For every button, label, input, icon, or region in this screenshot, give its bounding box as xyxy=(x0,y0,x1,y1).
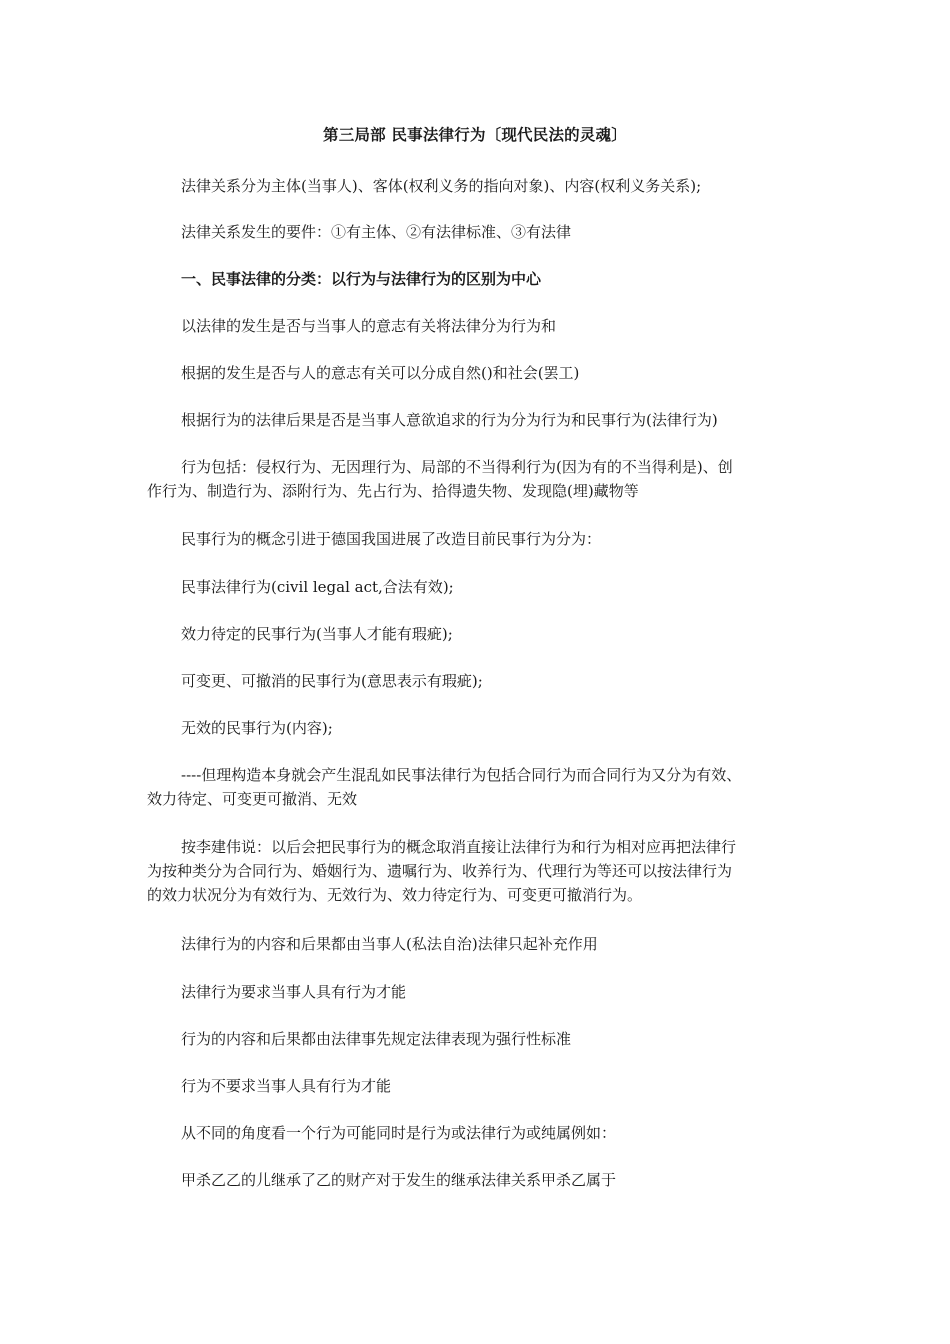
paragraph-line: 根据行为的法律后果是否是当事人意欲追求的行为分为行为和民事行为(法律行为) xyxy=(181,411,718,429)
paragraph-line: 行为包括：侵权行为、无因理行为、局部的不当得利行为(因为有的不当得利是)、创 xyxy=(181,458,733,476)
paragraph-line: 法律关系分为主体(当事人)、客体(权利义务的指向对象)、内容(权利义务关系); xyxy=(181,177,702,195)
paragraph-line: 无效的民事行为(内容); xyxy=(181,719,333,737)
paragraph xyxy=(147,527,815,551)
paragraph-line: 的效力状况分为有效行为、无效行为、效力待定行为、可变更可撤消行为。 xyxy=(147,886,643,904)
paragraph xyxy=(147,314,815,338)
paragraph xyxy=(147,716,815,740)
paragraph xyxy=(147,669,815,693)
paragraph-line: 甲杀乙乙的儿继承了乙的财产对于发生的继承法律关系甲杀乙属于 xyxy=(181,1171,617,1189)
paragraph xyxy=(147,408,815,432)
paragraph-line: 以法律的发生是否与当事人的意志有关将法律分为行为和 xyxy=(181,317,557,335)
paragraph xyxy=(147,1121,815,1145)
paragraph-line: 可变更、可撤消的民事行为(意思表示有瑕疵); xyxy=(181,672,483,690)
paragraph xyxy=(147,455,815,503)
paragraph-line: ----但理构造本身就会产生混乱如民事法律行为包括合同行为而合同行为又分为有效、 xyxy=(181,766,742,784)
paragraph-line: 民事行为的概念引进于德国我国进展了改造目前民事行为分为： xyxy=(181,530,602,548)
paragraph-line: 法律行为的内容和后果都由当事人(私法自治)法律只起补充作用 xyxy=(181,935,598,953)
paragraph xyxy=(147,1074,815,1098)
paragraph xyxy=(147,575,815,599)
paragraph-line: 根据的发生是否与人的意志有关可以分成自然()和社会(罢工) xyxy=(181,364,580,382)
paragraph-line: 效力待定的民事行为(当事人才能有瑕疵); xyxy=(181,625,453,643)
paragraph-line: 行为不要求当事人具有行为才能 xyxy=(181,1077,392,1095)
paragraph xyxy=(147,835,815,907)
paragraph-line: 效力待定、可变更可撤消、无效 xyxy=(147,790,358,808)
paragraph xyxy=(147,1027,815,1051)
paragraph-line: 从不同的角度看一个行为可能同时是行为或法律行为或纯属例如： xyxy=(181,1124,617,1142)
paragraph-line: 行为的内容和后果都由法律事先规定法律表现为强行性标准 xyxy=(181,1030,572,1048)
paragraph xyxy=(147,622,815,646)
paragraph xyxy=(147,174,815,198)
paragraph-line: 为按种类分为合同行为、婚姻行为、遗嘱行为、收养行为、代理行为等还可以按法律行为 xyxy=(147,862,733,880)
section-heading-text: 一、民事法律的分类：以行为与法律行为的区别为中心 xyxy=(181,270,542,288)
paragraph xyxy=(147,361,815,385)
paragraph xyxy=(147,763,815,811)
paragraph-line: 法律行为要求当事人具有行为才能 xyxy=(181,983,407,1001)
paragraph-line: 法律关系发生的要件：①有主体、②有法律标准、③有法律 xyxy=(181,223,572,241)
paragraph xyxy=(147,1168,815,1192)
paragraph xyxy=(147,980,815,1004)
document-title: 第三局部 民事法律行为〔现代民法的灵魂〕 xyxy=(323,126,627,144)
paragraph xyxy=(147,932,815,956)
paragraph-line: 作行为、制造行为、添附行为、先占行为、拾得遗失物、发现隐(埋)藏物等 xyxy=(147,482,639,500)
paragraph xyxy=(147,220,815,244)
section-heading xyxy=(147,267,815,291)
paragraph-line: 民事法律行为(civil legal act,合法有效); xyxy=(181,578,454,596)
paragraph-line: 按李建伟说：以后会把民事行为的概念取消直接让法律行为和行为相对应再把法律行 xyxy=(181,838,737,856)
